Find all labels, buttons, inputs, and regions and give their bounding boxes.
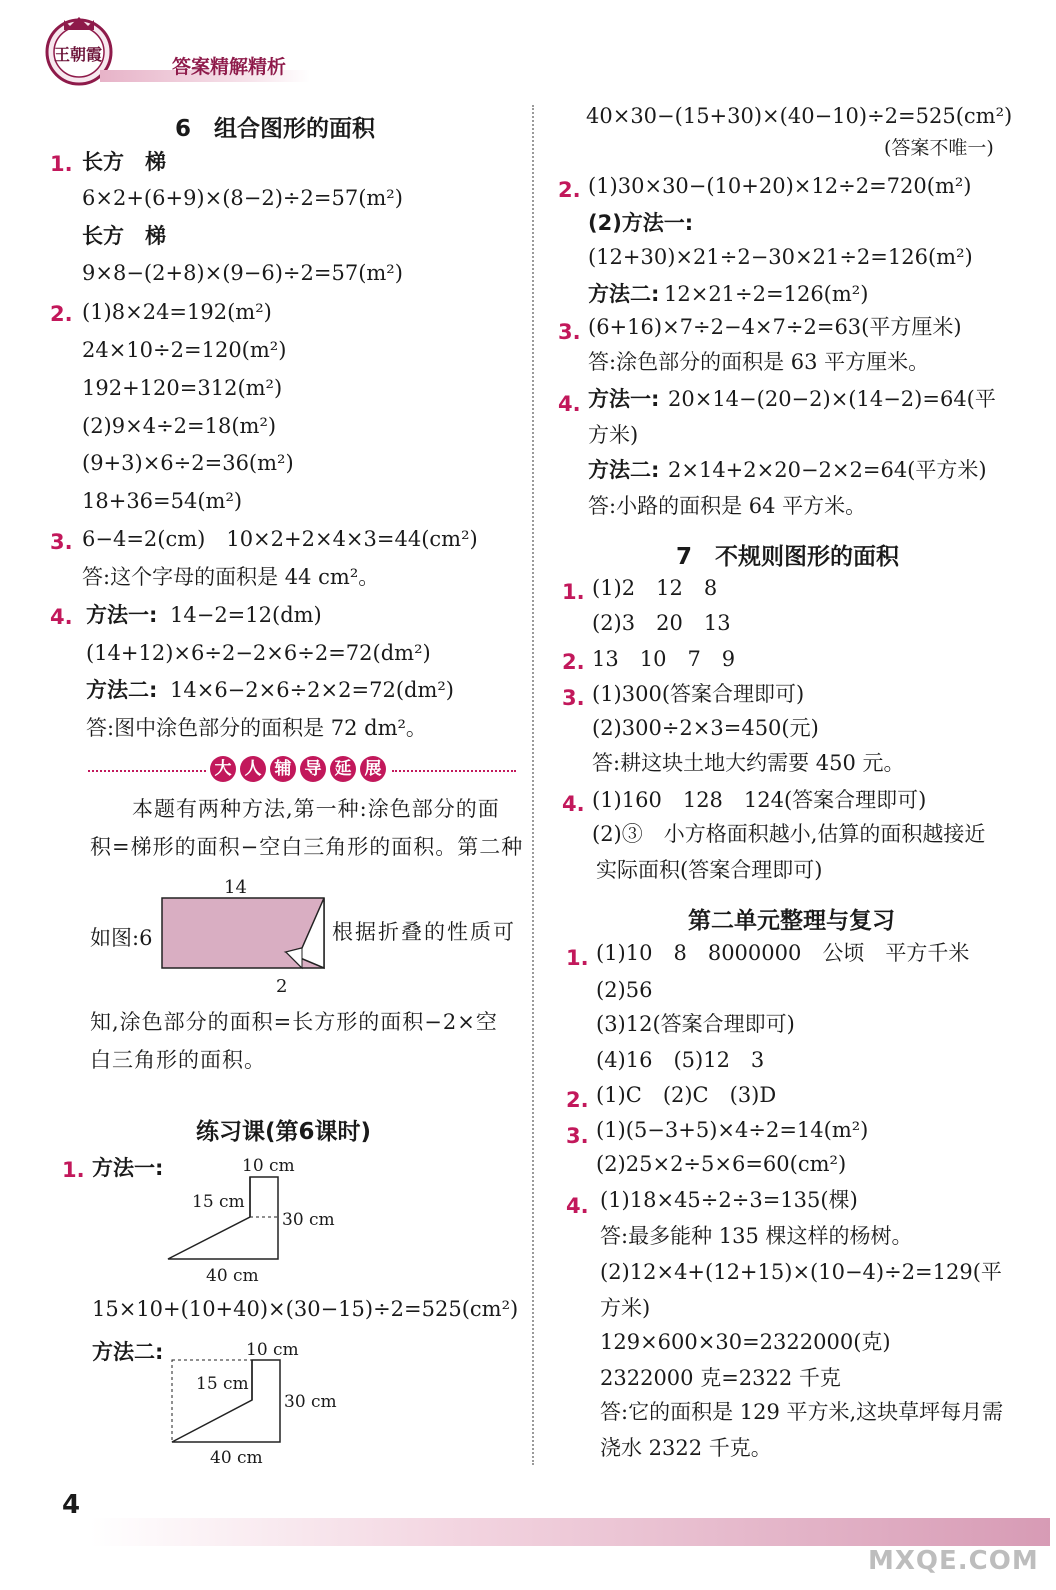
- u2-q1-number: 1.: [566, 946, 589, 970]
- u2-q2-number: 2.: [566, 1088, 589, 1112]
- s7-q1-line1: (1)2 12 8: [592, 576, 718, 600]
- footer-band: [90, 1518, 1050, 1546]
- header-title: 答案精解精析: [172, 56, 287, 78]
- u2-q3-line1: (1)(5−3+5)×4÷2=14(m²): [596, 1118, 869, 1142]
- u2-q1-line1: (1)10 8 8000000 公顷 平方千米: [596, 941, 970, 965]
- column-divider: [532, 105, 534, 1465]
- fig2-right-label: 30 cm: [284, 1392, 337, 1412]
- extension-para3: 知,涂色部分的面积=长方形的面积−2×空: [90, 1010, 498, 1034]
- q2-number: 2.: [50, 302, 73, 326]
- fig-left-prefix: 如图:6: [90, 926, 153, 950]
- fig-top-label: 14: [224, 877, 247, 898]
- folded-rectangle-figure: [160, 896, 328, 972]
- q1-line4: 9×8−(2+8)×(9−6)÷2=57(m²): [82, 261, 403, 285]
- practice-figure-2: [170, 1358, 284, 1446]
- q4-number: 4.: [50, 605, 73, 629]
- r-q2-number: 2.: [558, 178, 581, 202]
- q4-method2-label: 方法二:: [86, 678, 158, 702]
- q2-line6: 18+36=54(m²): [82, 489, 243, 513]
- q3-line2: 答:这个字母的面积是 44 cm²。: [82, 565, 380, 589]
- fig1-bottom-label: 40 cm: [206, 1266, 259, 1286]
- extension-char: 辅: [270, 756, 296, 782]
- r-q4-method2-label: 方法二:: [588, 458, 660, 482]
- r-q4-method1-label: 方法一:: [588, 387, 660, 411]
- q4-line2: (14+12)×6÷2−2×6÷2=72(dm²): [86, 641, 431, 665]
- extension-char: 展: [360, 756, 386, 782]
- q2-line1: (1)8×24=192(m²): [82, 300, 272, 324]
- fig-bottom-label: 2: [276, 976, 288, 997]
- s7-q3-line1: (1)300(答案合理即可): [592, 682, 805, 706]
- practice-figure-1: [166, 1175, 282, 1263]
- s7-q1-number: 1.: [562, 580, 585, 604]
- fig2-left-label: 15 cm: [196, 1374, 249, 1394]
- r-q4-method2: 2×14+2×20−2×2=64(平方米): [668, 458, 987, 482]
- u2-q4-line8: 浇水 2322 千克。: [600, 1436, 772, 1460]
- fig-right-text: 根据折叠的性质可: [332, 920, 516, 944]
- u2-q2-line1: (1)C (2)C (3)D: [596, 1083, 777, 1107]
- r-q2-line1: (1)30×30−(10+20)×12÷2=720(m²): [588, 174, 972, 198]
- q4-method2: 14×6−2×6÷2×2=72(dm²): [170, 678, 454, 702]
- u2-q3-number: 3.: [566, 1124, 589, 1148]
- u2-q1-line2: (2)56: [596, 978, 653, 1002]
- u2-q4-line6: 2322000 克=2322 千克: [600, 1366, 841, 1390]
- extension-para1: 本题有两种方法,第一种:涂色部分的面: [132, 797, 500, 821]
- practice-title: 练习课(第6课时): [196, 1119, 372, 1145]
- practice-eq1: 15×10+(10+40)×(30−15)÷2=525(cm²): [92, 1297, 519, 1321]
- r-q3-line2: 答:涂色部分的面积是 63 平方厘米。: [588, 350, 930, 374]
- watermark: MXQE.COM: [868, 1546, 1039, 1576]
- extension-para4: 白三角形的面积。: [90, 1048, 266, 1072]
- fig1-right-label: 30 cm: [282, 1210, 335, 1230]
- fig2-bottom-label: 40 cm: [210, 1448, 263, 1468]
- u2-q4-number: 4.: [566, 1194, 589, 1218]
- r-q2-line2: (2)方法一:: [588, 211, 694, 235]
- practice-method1-label: 方法一:: [92, 1156, 164, 1180]
- s7-q2-number: 2.: [562, 650, 585, 674]
- practice-method2-label: 方法二:: [92, 1340, 164, 1364]
- unit2-title: 第二单元整理与复习: [688, 908, 895, 934]
- section7-title: 7 不规则图形的面积: [676, 544, 900, 570]
- s7-q4-line3: 实际面积(答案合理即可): [596, 858, 823, 882]
- q4-method1-label: 方法一:: [86, 603, 158, 627]
- s7-q4-line2: (2)③ 小方格面积越小,估算的面积越接近: [592, 822, 986, 846]
- q3-number: 3.: [50, 530, 73, 554]
- r-q4-line2: 方米): [588, 423, 639, 447]
- extension-char: 人: [240, 756, 266, 782]
- extension-para2: 积=梯形的面积−空白三角形的面积。第二种: [90, 835, 524, 859]
- u2-q1-line3: (3)12(答案合理即可): [596, 1012, 795, 1036]
- extension-line-right: [392, 770, 516, 772]
- r-q4-answer: 答:小路的面积是 64 平方米。: [588, 494, 867, 518]
- u2-q4-line3: (2)12×4+(12+15)×(10−4)÷2=129(平: [600, 1260, 1002, 1284]
- r-q2-method2: 12×21÷2=126(m²): [664, 282, 869, 306]
- q1-line3: 长方 梯: [82, 224, 166, 248]
- practice-q1-number: 1.: [62, 1158, 85, 1182]
- q1-line1: 长方 梯: [82, 150, 166, 174]
- u2-q3-line2: (2)25×2÷5×6=60(cm²): [596, 1152, 847, 1176]
- u2-q4-line4: 方米): [600, 1296, 651, 1320]
- logo-text: 王朝霞: [54, 45, 103, 64]
- extension-char: 导: [300, 756, 326, 782]
- s7-q2-line1: 13 10 7 9: [592, 647, 736, 671]
- r-q2-method2-label: 方法二:: [588, 282, 660, 306]
- fig1-top-label: 10 cm: [242, 1156, 295, 1176]
- fig2-top-label: 10 cm: [246, 1340, 299, 1360]
- r-q3-line1: (6+16)×7÷2−4×7÷2=63(平方厘米): [588, 315, 962, 339]
- cont-line2: (答案不唯一): [884, 137, 994, 159]
- extension-char: 大: [210, 756, 236, 782]
- extension-line-left: [88, 770, 206, 772]
- r-q4-number: 4.: [558, 392, 581, 416]
- s7-q3-number: 3.: [562, 686, 585, 710]
- s7-q4-line1: (1)160 128 124(答案合理即可): [592, 788, 927, 812]
- s7-q1-line2: (2)3 20 13: [592, 611, 731, 635]
- u2-q1-line4: (4)16 (5)12 3: [596, 1048, 765, 1072]
- u2-q4-line1: (1)18×45÷2÷3=135(棵): [600, 1188, 858, 1212]
- s7-q4-number: 4.: [562, 792, 585, 816]
- q1-line2: 6×2+(6+9)×(8−2)÷2=57(m²): [82, 186, 403, 210]
- q2-line3: 192+120=312(m²): [82, 376, 283, 400]
- s7-q3-answer: 答:耕这块土地大约需要 450 元。: [592, 751, 905, 775]
- u2-q4-line5: 129×600×30=2322000(克): [600, 1330, 891, 1354]
- u2-q4-line2: 答:最多能种 135 棵这样的杨树。: [600, 1224, 913, 1248]
- r-q2-line3: (12+30)×21÷2−30×21÷2=126(m²): [588, 245, 973, 269]
- page-number: 4: [62, 1490, 81, 1520]
- q4-answer: 答:图中涂色部分的面积是 72 dm²。: [86, 716, 427, 740]
- r-q4-method1: 20×14−(20−2)×(14−2)=64(平: [668, 387, 996, 411]
- q3-line1: 6−4=2(cm) 10×2+2×4×3=44(cm²): [82, 527, 478, 551]
- u2-q4-line7: 答:它的面积是 129 平方米,这块草坪每月需: [600, 1400, 1004, 1424]
- q2-line5: (9+3)×6÷2=36(m²): [82, 451, 294, 475]
- r-q3-number: 3.: [558, 320, 581, 344]
- section6-title: 6 组合图形的面积: [175, 116, 376, 142]
- q2-line4: (2)9×4÷2=18(m²): [82, 414, 277, 438]
- q1-number: 1.: [50, 152, 73, 176]
- q2-line2: 24×10÷2=120(m²): [82, 338, 287, 362]
- s7-q3-line2: (2)300÷2×3=450(元): [592, 716, 819, 740]
- extension-char: 延: [330, 756, 356, 782]
- fig1-left-label: 15 cm: [192, 1192, 245, 1212]
- q4-method1: 14−2=12(dm): [170, 603, 322, 627]
- cont-line1: 40×30−(15+30)×(40−10)÷2=525(cm²): [586, 104, 1013, 128]
